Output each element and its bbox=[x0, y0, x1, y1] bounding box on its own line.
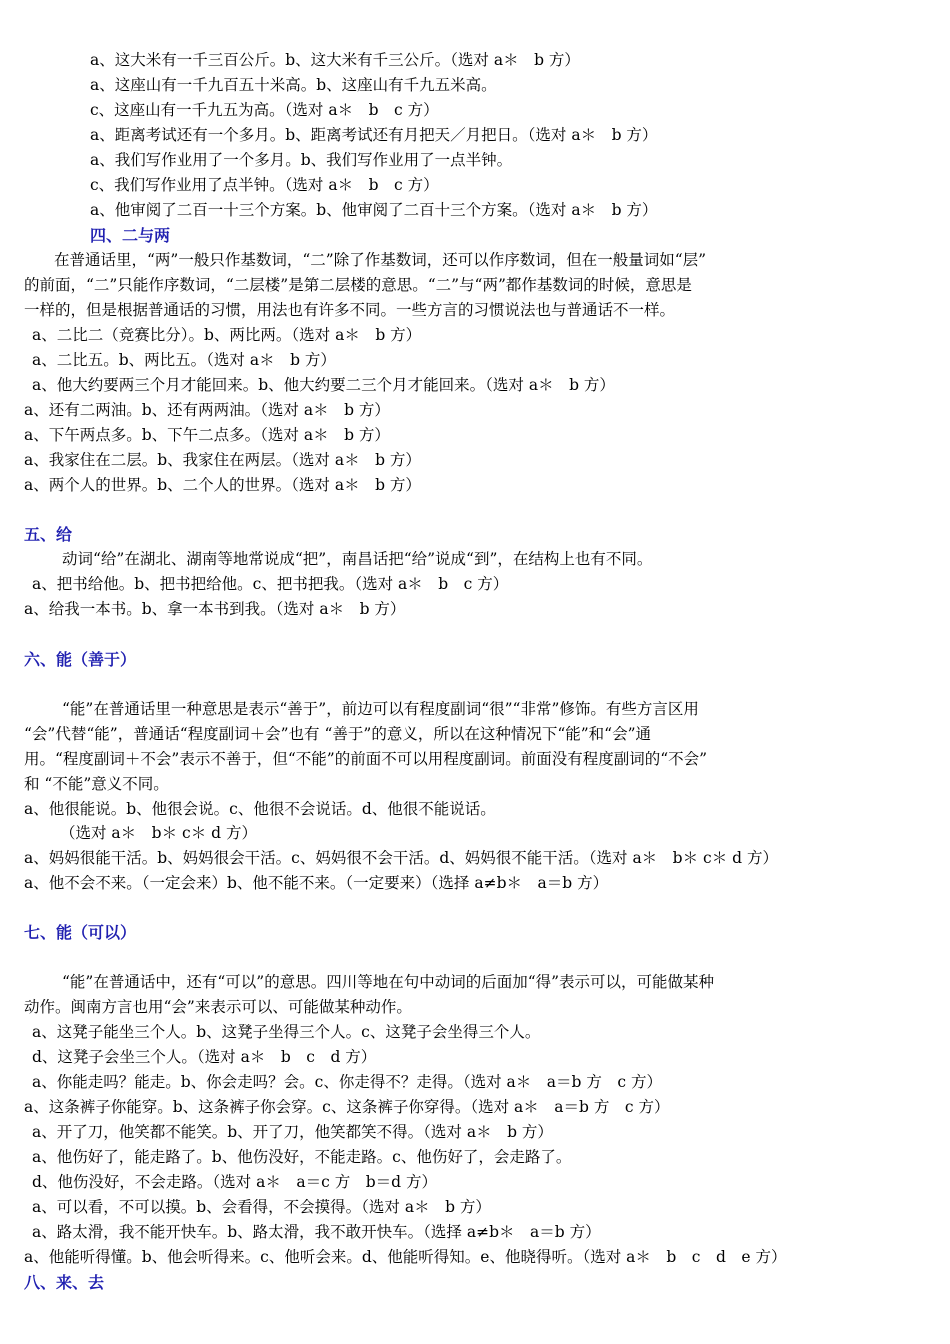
paragraph-line: 和 “不能”意义不同。 bbox=[24, 775, 169, 793]
text-line: a、他伤好了，能走路了。b、他伤没好，不能走路。c、他伤好了，会走路了。 bbox=[32, 1148, 572, 1166]
text-line: a、你能走吗？能走。b、你会走吗？会。c、你走得不？走得。（选对 a＊ a＝b 方 c 方） bbox=[32, 1073, 662, 1091]
text-line: a、路太滑，我不能开快车。b、路太滑，我不敢开快车。（选择 a≠b＊ a＝b 方） bbox=[32, 1223, 601, 1241]
section-heading-neng-good-at: 六、能（善于） bbox=[24, 650, 137, 669]
text-line: a、两个人的世界。b、二个人的世界。（选对 a＊ b 方） bbox=[24, 476, 421, 494]
paragraph-line: 动词“给”在湖北、湖南等地常说成“把”，南昌话把“给”说成“到”，在结构上也有不同。 bbox=[62, 550, 653, 568]
text-line: a、他不会不来。（一定会来）b、他不能不来。（一定要来）（选择 a≠b＊ a＝b 方） bbox=[24, 874, 609, 892]
text-line: a、这大米有一千三百公斤。b、这大米有千三公斤。（选对 a＊ b 方） bbox=[90, 51, 580, 69]
text-line: a、给我一本书。b、拿一本书到我。（选对 a＊ b 方） bbox=[24, 600, 406, 618]
text-line: a、还有二两油。b、还有两两油。（选对 a＊ b 方） bbox=[24, 401, 390, 419]
text-line: c、这座山有一千九五为高。（选对 a＊ b c 方） bbox=[90, 101, 439, 119]
text-line: a、这座山有一千九百五十米高。b、这座山有千九五米高。 bbox=[90, 76, 497, 94]
text-line: a、这条裤子你能穿。b、这条裤子你会穿。c、这条裤子你穿得。（选对 a＊ a＝b 方 c 方） bbox=[24, 1098, 670, 1116]
text-line: d、他伤没好，不会走路。（选对 a＊ a＝c 方 b＝d 方） bbox=[32, 1173, 437, 1191]
section-heading-lai-qu: 八、来、去 bbox=[24, 1273, 105, 1292]
text-line: a、二比二（竞赛比分）。b、两比两。（选对 a＊ b 方） bbox=[32, 326, 422, 344]
text-line: a、我家住在二层。b、我家住在两层。（选对 a＊ b 方） bbox=[24, 451, 421, 469]
paragraph-line: “能”在普通话中，还有“可以”的意思。四川等地在句中动词的后面加“得”表示可以，可能做某种 bbox=[62, 973, 715, 991]
text-line: d、这凳子会坐三个人。（选对 a＊ b c d 方） bbox=[32, 1048, 377, 1066]
text-line: a、我们写作业用了一个多月。b、我们写作业用了一点半钟。 bbox=[90, 151, 513, 169]
paragraph-line: 一样的，但是根据普通话的习惯，用法也有许多不同。一些方言的习惯说法也与普通话不一样。 bbox=[24, 301, 676, 319]
text-line: c、我们写作业用了点半钟。（选对 a＊ b c 方） bbox=[90, 176, 439, 194]
paragraph-line: 在普通话里，“两”一般只作基数词，“二”除了作基数词，还可以作序数词，但在一般量词如“层” bbox=[54, 251, 707, 269]
text-line: a、二比五。b、两比五。（选对 a＊ b 方） bbox=[32, 351, 336, 369]
text-line: a、他大约要两三个月才能回来。b、他大约要二三个月才能回来。（选对 a＊ b 方） bbox=[32, 376, 615, 394]
paragraph-line: 用。“程度副词＋不会”表示不善于，但“不能”的前面不可以用程度副词。前面没有程度副词的“不会” bbox=[24, 750, 708, 768]
text-line: a、距离考试还有一个多月。b、距离考试还有月把天／月把日。（选对 a＊ b 方） bbox=[90, 126, 658, 144]
text-line: a、把书给他。b、把书把给他。c、把书把我。（选对 a＊ b c 方） bbox=[32, 575, 509, 593]
text-line: a、他很能说。b、他很会说。c、他很不会说话。d、他很不能说话。 bbox=[24, 800, 496, 818]
text-line: a、可以看，不可以摸。b、会看得，不会摸得。（选对 a＊ b 方） bbox=[32, 1198, 491, 1216]
text-line: a、开了刀，他笑都不能笑。b、开了刀，他笑都笑不得。（选对 a＊ b 方） bbox=[32, 1123, 553, 1141]
paragraph-line: 动作。闽南方言也用“会”来表示可以、可能做某种动作。 bbox=[24, 998, 412, 1016]
section-heading-two-vs-liang: 四、二与两 bbox=[90, 226, 171, 245]
text-line: a、他能听得懂。b、他会听得来。c、他听会来。d、他能听得知。e、他晓得听。（选对 a＊ b c d e 方） bbox=[24, 1248, 787, 1266]
text-line: a、妈妈很能干活。b、妈妈很会干活。c、妈妈很不会干活。d、妈妈很不能干活。（选对 a＊ b＊ c＊ d 方） bbox=[24, 849, 778, 867]
text-line: （选对 a＊ b＊ c＊ d 方） bbox=[60, 824, 257, 842]
text-line: a、下午两点多。b、下午二点多。（选对 a＊ b 方） bbox=[24, 426, 390, 444]
paragraph-line: “会”代替“能”，普通话“程度副词＋会”也有 “善于”的意义，所以在这种情况下“能”和“会”通 bbox=[24, 725, 652, 743]
paragraph-line: 的前面，“二”只能作序数词，“二层楼”是第二层楼的意思。“二”与“两”都作基数词的时候，意思是 bbox=[24, 276, 692, 294]
paragraph-line: “能”在普通话里一种意思是表示“善于”，前边可以有程度副词“很”“非常”修饰。有些方言区用 bbox=[62, 700, 699, 718]
text-line: a、这凳子能坐三个人。b、这凳子坐得三个人。c、这凳子会坐得三个人。 bbox=[32, 1023, 541, 1041]
section-heading-neng-can: 七、能（可以） bbox=[24, 923, 137, 942]
text-line: a、他审阅了二百一十三个方案。b、他审阅了二百十三个方案。（选对 a＊ b 方） bbox=[90, 201, 658, 219]
section-heading-gei: 五、给 bbox=[24, 525, 73, 544]
